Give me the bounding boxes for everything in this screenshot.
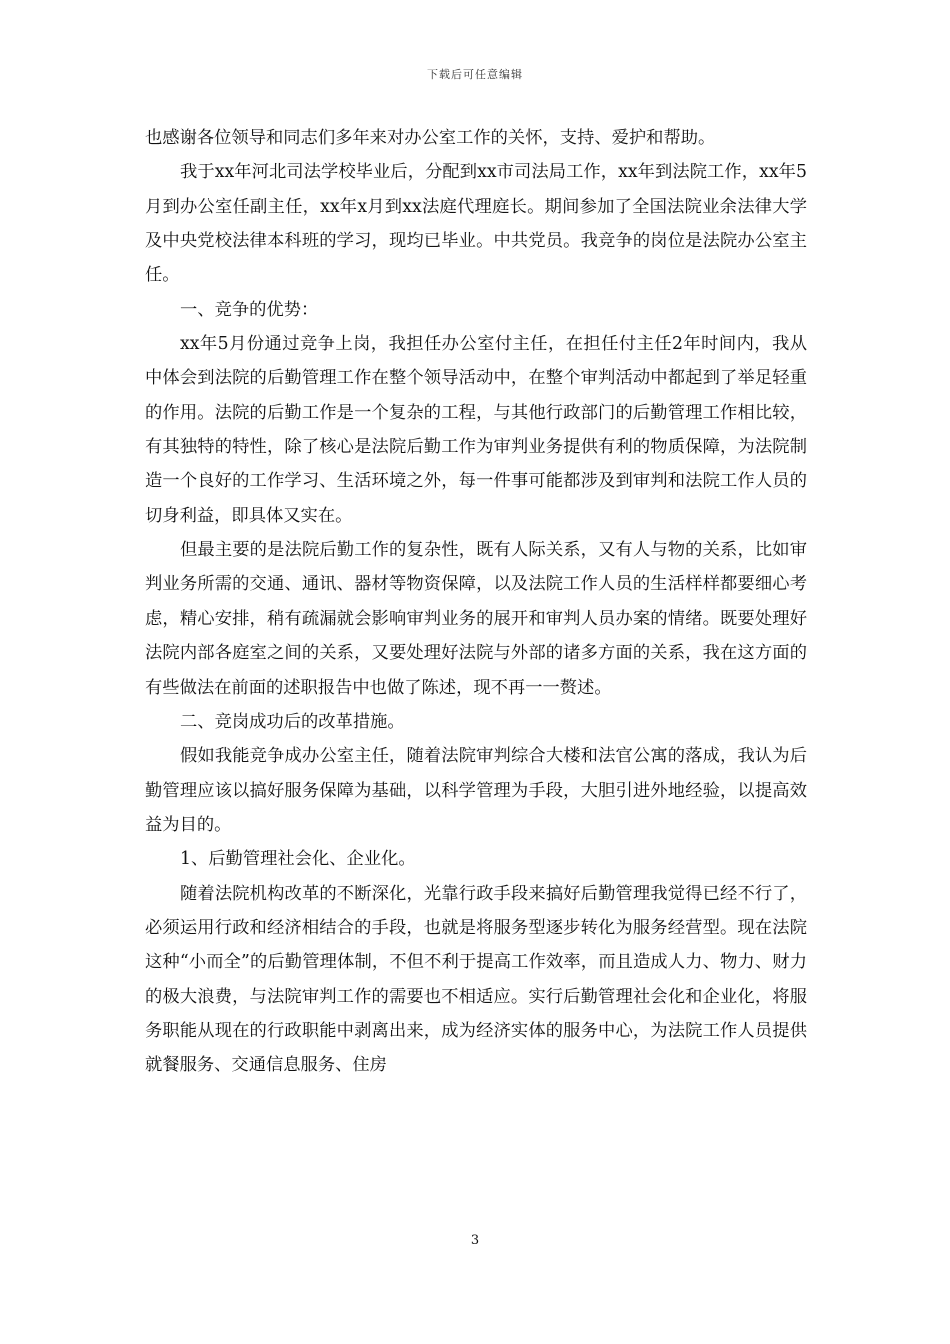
paragraph-advantages: xx年5月份通过竞争上岗，我担任办公室付主任，在担任付主任2年时间内，我从中体会到法院的后勤管理工作在整个领导活动中，在整个审判活动中都起到了举足轻重的作用。法院的后勤工作是一个复杂的工程，与其他行政部门的后勤管理工作相比较，有其独特的特性，除了核心是法院后勤工作为审判业务提供有利的物质保障，为法院制造一个良好的工作学习、生活环境之外，每一件事可能都涉及到审判和法院工作人员的切身利益，即具体又实在。	[145, 334, 807, 526]
paragraph-thanks: 也感谢各位领导和同志们多年来对办公室工作的关怀，支持、爱护和帮助。	[145, 128, 716, 148]
paragraph-socialization: 随着法院机构改革的不断深化，光靠行政手段来搞好后勤管理我觉得已经不行了，必须运用行政和经济相结合的手段，也就是将服务型逐步转化为服务经营型。现在法院这种“小而全”的后勤管理体制，不但不利于提高工作效率，而且造成人力、物力、财力的极大浪费，与法院审判工作的需要也不相适应。实行后勤管理社会化和企业化，将服务职能从现在的行政职能中剥离出来，成为经济实体的服务中心，为法院工作人员提供就餐服务、交通信息服务、住房	[145, 883, 807, 1076]
paragraph-background: 我于xx年河北司法学校毕业后，分配到xx市司法局工作，xx年到法院工作，xx年5月到办公室任副主任，xx年x月到xx法庭代理庭长。期间参加了全国法院业余法律大学及中央党校法律本科班的学习，现均已毕业。中共党员。我竞争的岗位是法院办公室主任。	[145, 162, 807, 286]
paragraph-complexity: 但最主要的是法院后勤工作的复杂性，既有人际关系，又有人与物的关系，比如审判业务所需的交通、通讯、器材等物资保障，以及法院工作人员的生活样样都要细心考虑，精心安排，稍有疏漏就会影响审判业务的展开和审判人员办案的情绪。既要处理好法院内部各庭室之间的关系，又要处理好法院与外部的诸多方面的关系，我在这方面的有些做法在前面的述职报告中也做了陈述，现不再一一赘述。	[145, 540, 807, 698]
subheading-socialization: 1、后勤管理社会化、企业化。	[180, 849, 416, 870]
page-header: 下载后可任意编辑	[427, 68, 523, 81]
section-heading-reforms: 二、竞岗成功后的改革措施。	[180, 711, 405, 732]
section-heading-advantages: 一、竞争的优势：	[180, 299, 319, 320]
page-number: 3	[470, 1233, 480, 1248]
paragraph-reform-plan: 假如我能竞争成办公室主任，随着法院审判综合大楼和法官公寓的落成，我认为后勤管理应该以搞好服务保障为基础，以科学管理为手段，大胆引进外地经验，以提高效益为目的。	[145, 746, 807, 835]
document-body	[145, 121, 807, 1083]
